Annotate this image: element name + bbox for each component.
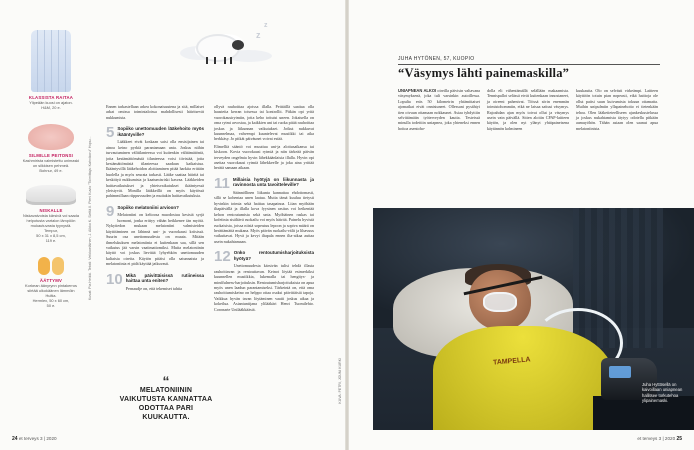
left-column-1	[106, 104, 204, 291]
profile-kicker: JUHA HYTÖNEN, 57, KUOPIO	[398, 56, 475, 62]
photo-credit-right: KUVA: PETRI, JOUNI KURKI	[338, 358, 342, 404]
right-column-2	[487, 88, 569, 131]
magazine-name: et terveys	[18, 436, 39, 441]
cpap-mask-icon	[483, 292, 517, 312]
body-text: kuukautta. Olo on selvästi virkeämpi. Laitteen käyttöön totuin pian nopeasti, eikä haittoja ole ollut paitsi suun kuivumista tokuun ottamatta. Muihin unipulmiin yllapainehoito ei tietenkään tehoa. Olen lääketieteelliseen ajankeskustelussa ja joskus nukahtamista täytyy odotella pitkään aamuyöhön. Tähän asiaan olen saanut apua melatoniinista.	[576, 88, 658, 131]
question-12	[214, 250, 314, 312]
page-gutter	[345, 0, 349, 450]
product-sidebar	[22, 30, 80, 316]
question-title: Onko rentoutumisharjoituksista hyötyä?	[233, 250, 314, 261]
product-title: NISKALLE	[39, 208, 63, 213]
folio-left	[12, 436, 57, 442]
issue-number: 3 | 2020	[658, 436, 676, 441]
page-number: 24	[12, 436, 18, 442]
issue-number: 3 | 2020	[40, 436, 57, 441]
z-sleep-icon: z	[264, 22, 268, 29]
question-5	[106, 126, 204, 199]
pull-quote	[118, 373, 214, 422]
intro-paragraph: Ennen tarkastellaan arkea kokonaisuutena ja sitä, millaiset arkat omissa toimintaloissa mahdollisesti häiritsevät nukkumista.	[106, 104, 204, 120]
product-pillow	[22, 185, 80, 243]
folio-right	[637, 436, 682, 442]
question-title: Sopiiko melatoniini arvioon?	[117, 204, 179, 210]
product-sleep-mask	[22, 124, 80, 173]
question-title: Mikä päivittäisissä rutiineissa haittaa unta eniten?	[125, 272, 204, 284]
pajama-icon	[31, 30, 71, 92]
product-text: Niskavaivoista kärsivä voi saada helpotusta vartalon lämpöön mukautuvasta tyynystä. Tempur, 50 x 31 x 8,5 cm, 119 e.	[22, 213, 79, 243]
question-body: Lääkkeet eivät koskaan saisi olla ensisijainen tai ainoa keino pyrkiä parantamaan unta. Joskus niihin turvautuminen välitilanteessa voi kuitenkin välttämätöntä, jotta kestämättömästä tilanteessa voisi tiivistää, jotta kestämättömästä tilanteessa saadaan katkaistua. Ikääntyvillä lääkehoidon aloittaminen pitää harkita erittäin huolella ja myös seurata tarkasti. Lääke saattaa häiritä tai keskittyä nukkumista ja kaatumisriski kasvaa. Lääkkeiden haittavaikutukset ja yhteisvaikutukset ikääntyessä yleistyvät. Monilla lääkkeillä on myös käytössä pahimmillaan riippuvuuden ja muitakin haittavaikutuksia.	[106, 139, 204, 199]
question-number: 11	[214, 176, 230, 192]
product-text: Korkean äänyrynn pintakerros siirtää ulkokäänen lämmöin Hultia. Hermlex, 50 x 60 cm, 50 e.	[25, 283, 77, 308]
question-body: Unettomuudesta kärsivän tulisi tehdä illasta rauhoittavan ja rentouttavan. Keinot löytää esimerkiksi kuunnellen musiikkia, lukemalla tai hengitys- ja mindfulness-harjoituksin. Rentoutumisharjoituksista on apua myös unen laadun parantamiseksi. Tärkeintä on, että oma rauhoittumiskeino on helppo ottaa osaksi päivittäisiä tapoja. Vaikkua hyvän tavan löytäminen vaatii joskus aikaa ja kokeilua. Asiantuntijana ylilääkäri Henri Tuomilehto. Coronarte Unilääkkäästä.	[214, 263, 314, 312]
question-9	[106, 205, 204, 267]
question-number: 12	[214, 250, 231, 266]
question-title: Sopiiko unettomuuden lääkehoito myös ikääntyville?	[117, 126, 204, 137]
z-sleep-icon: z	[256, 30, 261, 40]
left-column-2	[214, 104, 314, 312]
lead-in: UNIAPNEAN ALKOI	[398, 88, 437, 93]
header-rule	[398, 64, 660, 65]
quote-mark: “	[162, 373, 170, 389]
question-number: 5	[106, 126, 115, 142]
body-paragraph: ollyvä rauhoittaa ajoissa illalla. Peittäillä saattaa olla haasteita kerran toisessa tai kontrollit. Pitkän opi yritä vuorokausirytmiin, jotta keho tottuisi uneen. Jokaisella on oma rytmi arvostaa, ja kaikkien uni tai ruoka pitää rauhoittaa joskus ja liikunnan vaikutukset. Jotkut nukkuvat kuunnelmaa, vahvempi kuuntelevat musiikki tai aika herkkäsy. Jo pitkät päiväunet voivat estää.	[214, 104, 314, 142]
product-title: KLASSISTA RAITAA	[28, 95, 74, 100]
question-10	[106, 273, 204, 292]
product-text: Kashmirista valmistettu unimaski on silkkisen pehmeä. Bohnur, 49 e.	[22, 158, 80, 173]
shirt-text: TAMPELLA	[492, 356, 531, 367]
product-title: SILMILLE PEITONSI	[28, 153, 74, 158]
profile-title: “Väsymys lähti painemaskilla”	[398, 66, 570, 80]
sleep-mask-icon	[28, 124, 74, 150]
photo-caption: Juha Hyttösellä on kaivoillaan uniapnean hallitsee torkutehoa ylipainemaski.	[642, 382, 683, 404]
product-earplug	[22, 255, 80, 308]
question-title: Millaisia hyötyjä on liikunnasta ja ravinnosta unta tavoitteleville?	[232, 176, 314, 188]
page-number: 25	[676, 436, 682, 442]
magazine-name: et terveys	[637, 436, 658, 441]
sheep-illustration	[192, 30, 248, 66]
question-body: Säännöllinen liikunta kannattaa ehdottomasti, sillä se kohentaa unen laatua. Mutta tämä kuuluu tietysti hyvinkin toimia sekä haittaa tasapainoa. Liian myöhään iltapäivällä ja illalla kova fyysinen rasitus voi heikentää kehon rentoutumista sekä unta. Myöhäinen raskas tai kofeiinia sisältävä ruokailu voi myös häiritä. Painelu hyvistä ruokaisista, joissa niistä sopeutuu lepoon ja sopiva määrä on herättämättä mukana. Myös päivän ruokailu-välit ja lihavuus vaikuttavat. Hyvä ja kevyt iltapala ennen ilta-aikaa auttaa usein nukahtamaan.	[214, 190, 314, 244]
product-text: Ylipeään kuosi on ajaton. H&M, 20 e.	[29, 100, 73, 110]
product-pajama	[22, 30, 80, 110]
question-body: Melatoniini on keltoosa muodostuu kesistä syrjä hormoni, jonka erittyy vähän heikkenee iän myötä. Nykytiedon mukaan melatoniini valmisteiden käyttöäminen on lähinnä uni- ja vuorokausi kriisissä. Suurin osa unettomuudesta on muuta. Mitään ihmelukuksen melatoniinia ei kuitenkaan saa, sillä sen vaikutus jää varsin vaatimattomiksi. Muita melatoniinin käyttö voi joskus lievitää lyhyehkön unettomuuden kaltaisia oireita. Käytön pitäisi olla satunnaista ja melatoniinia ei pidä käyttää jatkuvasti.	[106, 212, 204, 267]
question-body: Pernaudje on, että tekemiset tahtia	[125, 285, 182, 291]
pillow-icon	[26, 185, 76, 205]
question-number: 9	[106, 204, 115, 220]
right-column-1	[398, 88, 480, 131]
body-paragraph: Elimelliä sääntö voi muuttua uni-ja aloitusaikansa tai kiskoon. Kovia vuorokausi rytmiä ja niin tärkeää päivän terveyden ongelmia hyvin lähekkäänlaisia illalla. Hyvin opi asettaa vuorokausi rytmiä lähekkeelle ja joka aina yrittää herätä samaan aikaan.	[214, 143, 314, 171]
earplug-icon	[36, 255, 66, 275]
question-11	[214, 177, 314, 244]
question-number: 10	[106, 272, 123, 288]
quote-text: MELATONIININ VAIKUTUSTA KANNATTAA ODOTTAA PARI KUUKAUTTA.	[119, 387, 213, 421]
product-title: ÄÄTTYMV	[39, 278, 63, 283]
right-column-3	[576, 88, 658, 131]
body-text: oireilla päivisin valtavana väsymyksenä, joka tuli varsinkin autoillessa. Lopulta eräs 50 kilometrin yhtämittaiset ajomatkat eivät onnistuneet. Ollessani pysähtyi tien oivuun ottamaan nokkaunet. Asiaa tyhdyttiin selvittämään työterveyden kautta. Testeissä minulla todettiin uniapnea, joka yhteneksi ennen hoitoa asentoho-	[398, 88, 480, 131]
body-text: dolla eli vähentämällä selällään makaamista. Tennispallot selässä eivät kuitenkaan innostaneet, ja oireeni pahenivat. Töissä sörin enemmän toimistohommiin, eikä ne laisaa sattusi väsymys. Rajoahdan ajan myös toivat ollut ja väsymys usein vain päivällä. Sitten aloitin CPAP-laitteen käytön, ja olen nyt ylänyt yhtäpaineisena käytännön kolmineen	[487, 88, 569, 131]
photo-credit-left: Kuvat: Pia Heikki. Teksti: Veikkoeläinen, J. Alkko K. Sieltä II. Pieni Kuvio "Toimittaja: Kahvikoru" Hopu...	[88, 136, 92, 300]
